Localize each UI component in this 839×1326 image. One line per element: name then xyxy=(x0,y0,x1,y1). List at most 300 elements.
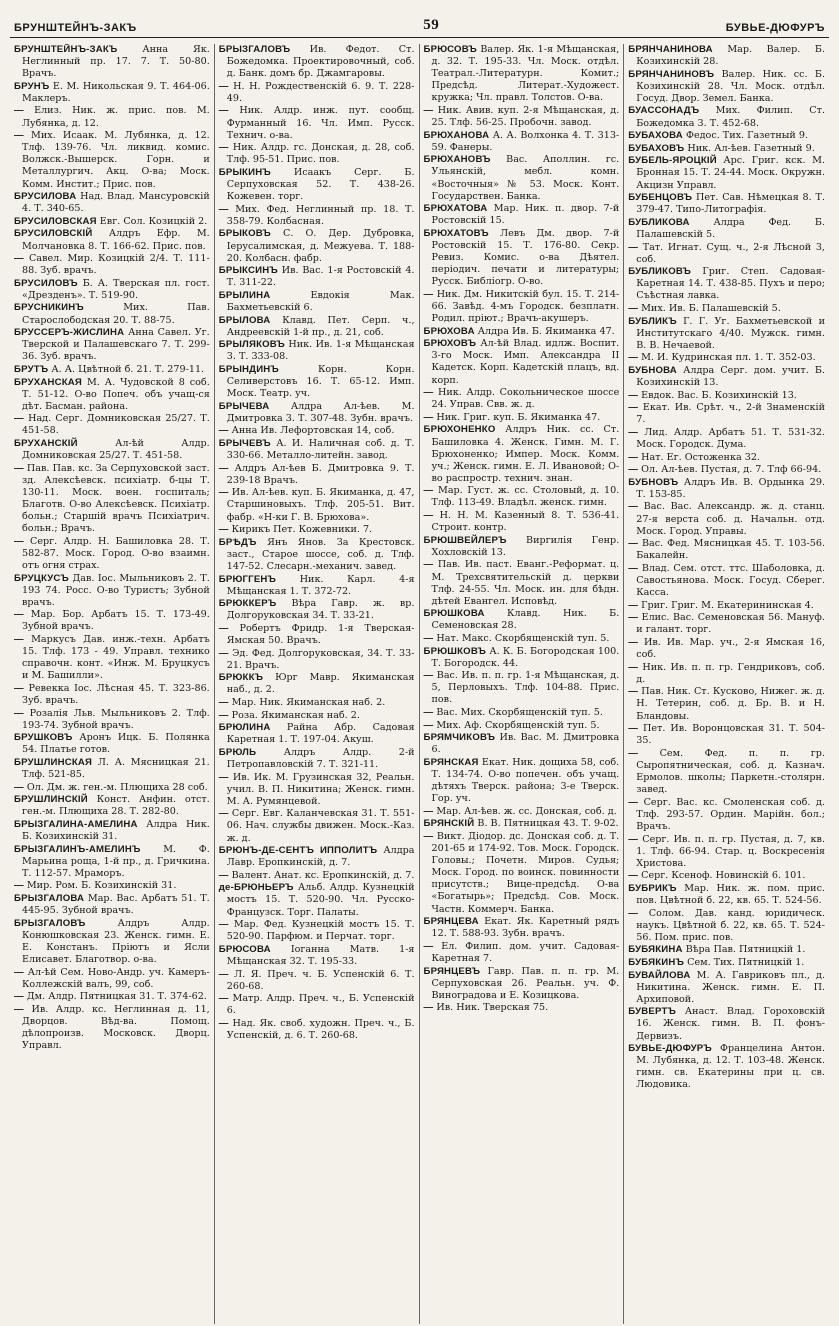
entry-details: Валер. Ник. сс. Б. Козихинскій 28. Чл. Моск. отдѣл. Госуд. Двор. Земел. Банка. xyxy=(636,68,825,104)
directory-entry xyxy=(219,882,415,918)
header-right-guide-word: БУВЬЕ-ДЮФУРЪ xyxy=(725,22,825,34)
entry-details: Алдра Серг. дом. учит. Б. Козихинскій 13. xyxy=(636,364,825,389)
entry-name: БРЫКСИНЪ xyxy=(218,265,278,277)
directory-entry xyxy=(219,993,415,1017)
directory-entry xyxy=(628,662,825,686)
entry-details: Ник. Карл. 4-я Мѣщанская 1. Т. 372-72. xyxy=(226,573,415,597)
entry-details: Елис. Вас. Семеновская 56. Мануф. и галант. торг. xyxy=(636,612,825,636)
entry-details: Вас. Мих. Скорбященскій туп. 5. xyxy=(436,707,603,719)
directory-entry xyxy=(424,105,620,129)
entry-name: — xyxy=(423,559,434,571)
entry-details: Юрг Мавр. Якиманская наб., д. 2. xyxy=(226,672,415,696)
entry-details: В. В. Пятницкая 43. Т. 9-02. xyxy=(477,818,619,830)
entry-details: Л. Я. Преч. ч. Б. Успенскій 6. Т. 260-68. xyxy=(226,968,415,992)
entry-details: Ив. Ник. Тверская 75. xyxy=(436,1002,549,1014)
entry-details: Алдръ Ефр. М. Молчановка 8. Т. 166-62. Прис. пов. xyxy=(22,228,210,252)
entry-details: Ал-ѣй Сем. Ново-Андр. уч. Камеръ-Коллежскій валъ, 99, соб. xyxy=(22,966,210,990)
entry-name: БУБЛИКЪ xyxy=(628,315,677,327)
directory-entry xyxy=(628,427,825,451)
entry-name: — xyxy=(423,805,434,817)
entry-name: БУБЯКИНЪ xyxy=(628,956,685,968)
entry-details: Мар. Фед. Кузнецкій мостъ 15. Т. 520-90. Парфюм. и Перчат. торг. xyxy=(226,919,415,943)
entry-details: Ив. Федот. Ст. Божедомка. Проектировочный, соб. д. Банк. домъ бр. Джамгаровы. xyxy=(226,44,415,80)
directory-entry xyxy=(219,808,415,844)
entry-details: А. А. Цвѣтной б. 21. Т. 279-11. xyxy=(51,363,205,375)
directory-entry xyxy=(424,535,620,559)
entry-name: — xyxy=(628,612,639,624)
entry-details: Исаакъ Серг. Б. Серпуховская 52. Т. 438-26. Кожевен. торг. xyxy=(226,166,415,203)
directory-entry xyxy=(424,831,620,916)
directory-entry xyxy=(628,563,825,599)
directory-entry xyxy=(219,710,415,722)
entry-name: БУАССОНАДЪ xyxy=(628,105,700,117)
entry-details: Б. А. Тверская пл. гост. «Дрезденъ». Т. 519-90. xyxy=(22,277,210,301)
entry-name: БРУНЪ xyxy=(14,80,50,92)
entry-details: Ол. Дм. ж. ген.-м. Плющиха 28 соб. xyxy=(26,781,208,793)
entry-details: Пав. Пав. кс. За Серпуховской заст. зд. Алексѣевск. психіатр. б-цы Т. 130-11. Моск. воен. госпиталь; Благотв. О-во Алексѣевск. Психіатр. больн.; Старшій врачъ Психіатрич. больн.; Врачъ. xyxy=(22,462,210,535)
entry-details: Мар. Ал-ѣев. ж. сс. Донская, соб. д. xyxy=(436,805,617,817)
entry-name: БРУССЕРЪ-ЖИСЛИНА xyxy=(14,327,125,339)
directory-entry xyxy=(628,242,825,266)
entry-details: Анна Ив. Лефортовская 14, соб. xyxy=(231,425,395,437)
directory-entry xyxy=(219,364,415,400)
entry-name: — xyxy=(423,670,434,682)
directory-entry xyxy=(424,806,620,818)
directory-entry xyxy=(628,944,825,956)
directory-entry xyxy=(424,338,620,386)
entry-details: Алдра Лавр. Еропкинскій, д. 7. xyxy=(226,845,415,869)
entry-details: Над. Серг. Домниковская 25/27. Т. 451-58. xyxy=(22,413,210,437)
entry-name: БРУСИЛОВЪ xyxy=(14,277,78,289)
entry-details: Ник. Авив. куп. 2-я Мѣщанская, д. 25. Тлф. 56-25. Пробочн. завод. xyxy=(431,104,620,129)
directory-entry xyxy=(424,818,620,830)
directory-entry xyxy=(628,390,825,402)
directory-entry xyxy=(14,191,210,215)
directory-entry xyxy=(219,944,415,968)
entry-details: Е. М. Никольская 9. Т. 464-06. Маклеръ. xyxy=(22,80,210,104)
entry-details: Н. Н. М. Казенный 8. Т. 536-41. Строит. контр. xyxy=(431,510,620,534)
directory-entry xyxy=(14,105,210,129)
directory-entry xyxy=(219,598,415,622)
directory-entry xyxy=(14,278,210,302)
directory-entry xyxy=(424,412,620,424)
entry-name: — xyxy=(218,647,229,659)
directory-entry xyxy=(628,908,825,944)
entry-name: БУБЕЛЬ-ЯРОЦКІЙ xyxy=(628,155,717,167)
directory-entry xyxy=(219,722,415,746)
entry-name: БРЯНЧАНИНОВА xyxy=(628,44,713,55)
directory-entry xyxy=(219,648,415,672)
entry-details: Пав. Ив. паст. Еванг.-Реформат. ц. М. Трехсвятительскій д. церкви Тлф. 24-55. Чл. Моск. ин. для бѣдн. дѣтей Евангел. Исповѣд. xyxy=(431,559,620,607)
entry-name: — xyxy=(628,402,639,414)
directory-entry xyxy=(219,969,415,993)
directory-entry xyxy=(424,670,620,706)
directory-entry xyxy=(628,266,825,302)
entry-name: — xyxy=(14,781,24,793)
entry-name: БРЫЛИНА xyxy=(218,289,271,301)
directory-entry xyxy=(219,487,415,523)
entry-name: БРЮСОВА xyxy=(218,943,271,955)
entry-details: Пав. Ник. Ст. Кусково, Нижег. ж. д. Н. Тетерин, соб. д. Бр. В. и Н. Бландовы. xyxy=(636,686,825,722)
directory-entry xyxy=(219,623,415,647)
directory-entry xyxy=(424,154,620,202)
entry-details: Клавд. Пет. Серп. ч., Андреевскій 1-й пр., д. 21, соб. xyxy=(226,314,415,338)
entry-details: Мих. Ив. Б. Палашевскій 5. xyxy=(641,302,781,314)
directory-entry xyxy=(14,794,210,818)
directory-entry xyxy=(219,772,415,808)
entry-name: БРЮШКОВА xyxy=(423,608,485,620)
directory-entry xyxy=(628,723,825,747)
entry-details: Ник. Ал-ѣев. Газетный 9. xyxy=(687,142,815,154)
directory-entry xyxy=(219,672,415,696)
directory-entry xyxy=(219,425,415,437)
entry-name: — xyxy=(628,686,639,698)
entry-name: — xyxy=(628,723,639,735)
directory-entry xyxy=(424,44,620,104)
entry-name: — xyxy=(218,203,229,215)
entry-details: Ник. Алдр. гс. Донская, д. 28, соб. Тлф. 95-51. Прис. пов. xyxy=(226,142,415,166)
entry-name: — xyxy=(628,637,639,648)
directory-entry xyxy=(424,966,620,1002)
entry-name: БРЫЧЕВА xyxy=(218,400,270,412)
entry-details: Алдръ Ив. В. Ордынка 29. Т. 153-85. xyxy=(636,476,825,500)
entry-details: Ив. Алдр. кс. Неглинная д. 11, Дворцов. Вѣд-ва. Помощ. дѣлопроизв. Московск. Дворц. Управл. xyxy=(22,1003,210,1052)
entry-details: А. К. Б. Богородская 100. Т. Богородск. 44. xyxy=(431,645,620,669)
directory-entry xyxy=(628,1006,825,1042)
entry-details: Савел. Мир. Козицкій 2/4. Т. 111-88. Зуб. врачъ. xyxy=(22,253,210,277)
entry-details: Вас. Вас. Александр. ж. д. станц. 27-я верста соб. д. Начальн. отд. Моск. Город. Управы. xyxy=(636,501,825,537)
entry-name: — xyxy=(218,1017,229,1029)
entry-details: Клавд. Ник. Б. Семеновская 28. xyxy=(431,608,620,632)
directory-entry xyxy=(628,600,825,612)
entry-details: Ник. Алдр. Сокольническое шоссе 24. Управ. Свв. ж. д. xyxy=(431,387,620,411)
entry-name: БУБЛИКОВЪ xyxy=(628,266,692,278)
columns xyxy=(10,44,829,1324)
entry-name: — xyxy=(628,870,639,882)
directory-entry xyxy=(219,747,415,771)
entry-details: Альб. Алдр. Кузнецкій мостъ 15. Т. 520-90. Чл. Русско-Французск. Торг. Палаты. xyxy=(226,882,415,918)
entry-name: БРЮХАНОВЪ xyxy=(423,154,491,166)
directory-entry xyxy=(628,352,825,364)
entry-details: Лид. Алдр. Арбатъ 51. Т. 531-32. Моск. Городск. Дума. xyxy=(636,426,825,450)
directory-entry xyxy=(219,81,415,105)
entry-details: Евдокія Мак. Бахметьевскій 6. xyxy=(226,289,415,313)
directory-entry xyxy=(424,289,620,325)
entry-name: — xyxy=(628,907,639,919)
directory-entry xyxy=(628,501,825,537)
entry-details: Вас. Фед. Мясницкая 45. Т. 103-56. Бакалейн. xyxy=(636,538,825,562)
directory-entry xyxy=(14,757,210,781)
entry-name: БРЫЛЯКОВЪ xyxy=(218,339,285,351)
entry-details: Нат. Макс. Скорбященскій туп. 5. xyxy=(436,633,610,644)
entry-details: Дав. Іос. Мыльниковъ 2. Т. 193 74. Росс. О-во Туристъ; Зубной врачъ. xyxy=(22,572,210,608)
entry-name: — xyxy=(423,387,434,399)
directory-entry xyxy=(424,707,620,719)
directory-entry xyxy=(628,217,825,241)
directory-entry xyxy=(14,44,210,80)
entry-name: БРЯНСКІЙ xyxy=(423,818,475,830)
entry-name: БРУСИЛОВА xyxy=(14,191,77,203)
entry-details: Тат. Игнат. Сущ. ч., 2-я Лѣсной 3, соб. xyxy=(636,241,825,265)
entry-name: БРЮХОНЕНКО xyxy=(423,424,496,436)
entry-details: Алдра Ал-ѣев. М. Дмитровка 3. Т. 307-48. Зубн. врачъ. xyxy=(226,400,415,424)
entry-details: Мар. Ник. Якиманская наб. 2. xyxy=(231,696,386,708)
entry-details: Алдра Ник. Б. Козихинскій 31. xyxy=(22,818,210,842)
entry-details: Гавр. Пав. п. п. гр. М. Серпуховская 26. Реальн. уч. Ф. Виноградова и Е. Козицкова. xyxy=(431,965,620,1001)
directory-entry xyxy=(219,524,415,536)
entry-details: Мих. Филип. Ст. Божедомка 3. Т. 452-68. xyxy=(636,105,825,129)
directory-entry xyxy=(628,69,825,105)
entry-details: Солом. Дав. канд. юридическ. наукъ. Цвѣтной б. 22, кв. 65. Т. 524-56. Пом. прис. пов. xyxy=(636,907,825,943)
entry-name: БРЮШВЕЙЛЕРЪ xyxy=(423,534,507,546)
entry-details: Г. Г. Уг. Бахметьевской и Институтскаго 4/40. Мужск. гимн. В. В. Нечаевой. xyxy=(636,315,825,351)
entry-name: БРУЦКУСЪ xyxy=(14,572,69,584)
directory-entry xyxy=(14,438,210,462)
directory-entry xyxy=(424,1002,620,1014)
entry-name: — xyxy=(218,142,229,154)
directory-entry xyxy=(219,1018,415,1042)
entry-details: Екат. Ник. дощиха 58, соб. Т. 134-74. О-во попечен. объ учащ. дѣтяхъ Тверск. района; 3-е Тверск. Гор. уч. xyxy=(431,756,620,805)
entry-details: Левъ Дм. двор. 7-й Ростовскій 15. Т. 176-80. Секр. Ревиз. Комис. о-ва Дѣятел. періодич. печати и литературы; Русск. Библіогр. О-во. xyxy=(431,227,620,288)
entry-name: — xyxy=(218,462,229,474)
entry-name: БРѢДЪ xyxy=(218,536,257,548)
entry-name: де-БРЮНЬЕРЪ xyxy=(218,882,294,894)
directory-entry xyxy=(628,1043,825,1091)
directory-entry xyxy=(628,612,825,636)
directory-entry xyxy=(219,290,415,314)
directory-entry xyxy=(219,167,415,203)
directory-entry xyxy=(219,537,415,573)
entry-name: БРЫЧЕВЪ xyxy=(218,438,271,449)
directory-entry xyxy=(14,819,210,843)
entry-details: Конст. Анфин. отст. ген.-м. Плющиха 28. Т. 282-80. xyxy=(22,794,210,818)
directory-entry xyxy=(14,967,210,991)
entry-name: БРЫКИНЪ xyxy=(218,166,271,178)
directory-entry xyxy=(219,339,415,363)
entry-name: — xyxy=(628,833,639,845)
entry-name: — xyxy=(218,709,229,721)
entry-name: БРЮХАНОВА xyxy=(423,129,490,141)
entry-name: БУБЯКИНА xyxy=(628,944,683,956)
directory-entry xyxy=(424,203,620,227)
entry-name: БРЫНДИНЪ xyxy=(218,363,279,375)
entry-name: — xyxy=(423,510,434,522)
entry-details: Мих. Исаак. М. Лубянка, д. 12. Тлф. 139-76. Чл. ликвид. комис. Волжск.-Вышерск. Горн. и Металлургич. Акц. О-ва; Моск. Комм. Инстит.; Прис. пов. xyxy=(22,130,210,190)
directory-entry xyxy=(424,326,620,338)
entry-details: Анна Як. Неглинный пр. 17. 7. Т. 50-80. Врачъ. xyxy=(22,44,210,80)
directory-entry xyxy=(219,574,415,598)
entry-name: — xyxy=(423,633,434,644)
entry-details: Ив. Вас. 1-я Ростовскій 4. Т. 311-22. xyxy=(226,265,415,289)
entry-name: — xyxy=(628,352,639,364)
entry-details: Алдра Фед. Б. Палашевскій 5. xyxy=(636,216,825,240)
entry-name: БРЮСОВЪ xyxy=(423,44,477,55)
directory-entry xyxy=(424,485,620,509)
directory-entry xyxy=(424,633,620,645)
entry-details: Янъ Янов. За Крестовск. заст., Старое шоссе, соб. д. Тлф. 147-52. Слесарн.-механич. завед. xyxy=(226,536,415,572)
entry-details: Н. Н. Рождественскій 6. 9. Т. 228-49. xyxy=(226,80,415,104)
entry-name: БРЮХОВЪ xyxy=(423,338,477,350)
entry-details: Мир. Ром. Б. Козихинскій 31. xyxy=(26,880,177,892)
entry-details: С. О. Дер. Дубровка, Іерусалимская, д. Межуева. Т. 188-20. Колбасн. фабр. xyxy=(226,228,415,264)
column-1 xyxy=(10,44,215,1324)
entry-details: Нат. Ег. Остоженка 32. xyxy=(641,451,760,463)
directory-entry xyxy=(628,44,825,68)
entry-name: — xyxy=(14,609,24,621)
directory-entry xyxy=(219,697,415,709)
directory-entry xyxy=(628,130,825,142)
entry-details: М. А. Чудовской 8 соб. Т. 51-12. О-во Попеч. объ учащ-ся дѣт. Басман. района. xyxy=(22,376,210,412)
entry-details: Ревекка Іос. Лѣсная 45. Т. 323-86. Зуб. врачъ. xyxy=(22,682,210,706)
entry-name: БУБНОВЪ xyxy=(628,476,679,488)
directory-entry xyxy=(628,834,825,870)
directory-entry xyxy=(14,130,210,190)
entry-name: — xyxy=(628,538,639,550)
directory-entry xyxy=(424,720,620,732)
directory-entry xyxy=(14,918,210,966)
entry-details: Алдра Ив. Б. Якиманка 47. xyxy=(477,325,615,337)
directory-entry xyxy=(14,880,210,892)
entry-details: Францелина Антон. М. Лубянка, д. 12. Т. 103-48. Женск. гимн. св. Екатерины при ц. св. Людовика. xyxy=(636,1043,825,1091)
entry-name: БРЮККЕРЪ xyxy=(218,598,277,610)
entry-details: Елиз. Ник. ж. прис. пов. М. Лубянка, д. 12. xyxy=(22,105,210,129)
entry-name: БУБНОВА xyxy=(628,364,677,376)
directory-entry xyxy=(424,130,620,154)
entry-details: Серг. Ксеноф. Новинскій 6. 101. xyxy=(641,870,806,882)
directory-entry xyxy=(628,883,825,907)
directory-entry xyxy=(219,105,415,141)
directory-entry xyxy=(424,228,620,288)
entry-name: БРУХАНСКАЯ xyxy=(14,376,82,388)
entry-details: Кирикъ Пет. Кожевники. 7. xyxy=(231,524,373,536)
directory-entry xyxy=(219,438,415,462)
entry-name: — xyxy=(218,622,229,634)
entry-details: Мар. Бор. Арбатъ 15. Т. 173-49. Зубной врачъ. xyxy=(22,609,210,633)
entry-name: — xyxy=(218,968,229,980)
directory-entry xyxy=(628,637,825,661)
entry-details: Іоганна Матв. 1-я Мѣщанская 32. Т. 195-33. xyxy=(226,943,415,967)
directory-entry xyxy=(14,81,210,105)
directory-entry xyxy=(219,401,415,425)
directory-entry xyxy=(14,991,210,1003)
directory-entry xyxy=(628,686,825,722)
directory-entry xyxy=(628,143,825,155)
directory-entry xyxy=(14,708,210,732)
entry-name: — xyxy=(14,105,24,117)
entry-name: — xyxy=(628,661,639,673)
entry-name: БУБАХОВЪ xyxy=(628,142,685,154)
page-number: 59 xyxy=(423,17,440,33)
entry-details: Мар. Густ. ж. сс. Столовый, д. 10. Тлф. 113-49. Владѣл. женск. гимн. xyxy=(431,485,620,509)
column-2 xyxy=(215,44,420,1324)
entry-name: — xyxy=(423,831,434,842)
entry-details: Ник. Дм. Никитскій бул. 15. Т. 214-66. Завѣд. 4-мъ Городск. безплатн. Родил. пріют.; Врачъ-акушеръ. xyxy=(431,288,620,325)
entry-details: Аронъ Ицк. Б. Полянка 54. Платье готов. xyxy=(22,732,210,756)
entry-details: Вѣра Пав. Пятницкій 1. xyxy=(685,944,806,956)
directory-entry xyxy=(219,265,415,289)
entry-name: БРЮНЪ-ДЕ-СЕНТЪ ИППОЛИТЪ xyxy=(218,845,378,857)
entry-details: Мар. Вас. Арбатъ 51. Т. 445-95. Зубной врачъ. xyxy=(22,892,210,917)
entry-details: Мих. Пав. Старослободская 20. Т. 88-75. xyxy=(22,302,210,326)
entry-name: — xyxy=(628,747,639,759)
directory-entry xyxy=(14,573,210,609)
entry-name: — xyxy=(218,425,229,437)
directory-entry xyxy=(219,845,415,869)
entry-details: Мих. Фед. Неглинный пр. 18. Т. 358-79. Колбасная. xyxy=(226,203,415,227)
entry-details: Вас. Ив. п. п. гр. 1-я Мѣщанская, д. 5, Перловыхъ. Тлф. 104-88. Прис. пов. xyxy=(431,670,620,706)
entry-details: Екат. Ив. Срѣт. ч., 2-й Знаменскій 7. xyxy=(636,402,826,426)
entry-details: Вас. Аполлин. гс. Ульянскій, мебл. комн. «Восточныя» № 53. Моск. Конт. Государствен. Банка. xyxy=(431,154,620,202)
entry-name: БРУНШТЕЙНЪ-ЗАКЪ xyxy=(14,44,118,55)
entry-details: Роза. Якиманская наб. 2. xyxy=(231,709,360,721)
directory-entry xyxy=(14,364,210,376)
entry-details: Над. Як. своб. художн. Преч. ч., Б. Успенскій, д. 6. Т. 260-68. xyxy=(226,1017,415,1041)
entry-name: БРЮХАТОВЪ xyxy=(423,227,489,239)
entry-name: БРЫЗГАЛОВЪ xyxy=(14,917,86,929)
entry-name: — xyxy=(14,634,24,645)
directory-entry xyxy=(219,919,415,943)
entry-details: Серг. Евг. Каланчевская 31. Т. 551-06. Нач. службы движен. Моск.-Каз. ж. д. xyxy=(226,808,415,844)
entry-name: — xyxy=(218,771,229,783)
directory-entry xyxy=(424,646,620,670)
entry-details: Мар. Ник. п. двор. 7-й Ростовскій 15. xyxy=(431,203,620,227)
entry-details: Маркусъ Дав. инж.-техн. Арбатъ 15. Тлф. 173 - 49. Управл. технико справочн. конт. «Инж. М. Бруцкусъ и М. Башилли». xyxy=(22,634,210,682)
directory-entry xyxy=(424,732,620,756)
entry-name: — xyxy=(423,288,434,300)
entry-details: Алдръ Алдр. Конюшковская 23. Женск. гимн. Е. Е. Констанъ. Пріютъ и Ясли Елисавет. Благотвор. о-ва. xyxy=(22,917,210,965)
entry-name: — xyxy=(628,389,639,401)
entry-name: — xyxy=(218,80,229,92)
entry-details: А. И. Наличная соб. д. Т. 330-66. Металло-литейн. завод. xyxy=(226,438,415,462)
entry-name: БУБЛИКОВА xyxy=(628,216,690,228)
entry-name: БРЮХОВА xyxy=(423,325,475,337)
entry-name: — xyxy=(218,487,229,499)
running-header xyxy=(10,8,829,38)
directory-entry xyxy=(14,609,210,633)
entry-details: Робертъ Фридр. 1-я Тверская-Ямская 50. Врачъ. xyxy=(226,622,415,646)
entry-name: БУБРИКЪ xyxy=(628,882,677,894)
entry-name: — xyxy=(14,462,24,474)
entry-details: Влад. Сем. отст. ттс. Шаболовка, д. Савостьянова. Моск. Госуд. Сберег. Касса. xyxy=(636,562,825,599)
entry-name: — xyxy=(628,302,639,314)
entry-details: Алдръ Алдр. 2-й Петропавловскій 7. Т. 321-11. xyxy=(226,746,415,770)
directory-entry xyxy=(14,377,210,413)
directory-entry xyxy=(219,870,415,882)
entry-details: М. Ф. Марьина роща, 1-й пр., д. Гричкина. Т. 112-57. Мраморъ. xyxy=(22,843,210,879)
entry-name: БРЯНСКАЯ xyxy=(423,756,479,768)
entry-details: Евг. Сол. Козицкій 2. xyxy=(99,215,208,227)
entry-name: — xyxy=(423,411,434,423)
entry-name: — xyxy=(14,991,24,1003)
directory-entry xyxy=(628,365,825,389)
entry-name: — xyxy=(628,426,639,438)
directory-entry xyxy=(14,253,210,277)
entry-name: — xyxy=(218,869,229,881)
entry-details: Ник. Ив. п. п. гр. Гендриковъ, соб. д. xyxy=(636,661,825,685)
entry-details: Корн. Корн. Селиверстовъ 16. Т. 65-12. Имп. Моск. Театр. уч. xyxy=(226,363,415,400)
entry-details: Арс. Григ. кск. М. Бронная 15. Т. 24-44. Моск. Окружн. Акцизн Управл. xyxy=(636,155,825,191)
entry-details: Пет. Сав. Нѣмецкая 8. Т. 379-47. Типо-Литографія. xyxy=(636,192,825,216)
entry-name: БРЫЗГАЛОВА xyxy=(14,892,85,904)
entry-name: БУВЬЕ-ДЮФУРЪ xyxy=(628,1043,712,1055)
entry-details: Ив. Ал-ѣев. куп. Б. Якиманка, д. 47, Старшиновыхъ. Тлф. 205-51. Вит. фабр. «Н-ки Г. В. Брюхова». xyxy=(226,487,415,523)
column-3 xyxy=(420,44,625,1324)
entry-name: — xyxy=(423,719,434,731)
entry-details: Анаст. Влад. Гороховскій 16. Женск. гимн. В. П. фонъ-Дервизъ. xyxy=(636,1006,825,1042)
entry-details: Виргилія Генр. Хохловскій 13. xyxy=(431,534,620,558)
entry-details: Викт. Діодор. дс. Донская соб. д. Т. 201-65 и 174-92. Тов. Моск. Городск. Головы.; Почетн. Миров. Судья; Моск. Город. по воинск. повинности присутств.; Вице-предсѣд. О-ва «Богатырь»; Предсѣд. Сов. Моск. Частн. Коммерч. Банка. xyxy=(431,831,620,915)
directory-entry xyxy=(424,916,620,940)
